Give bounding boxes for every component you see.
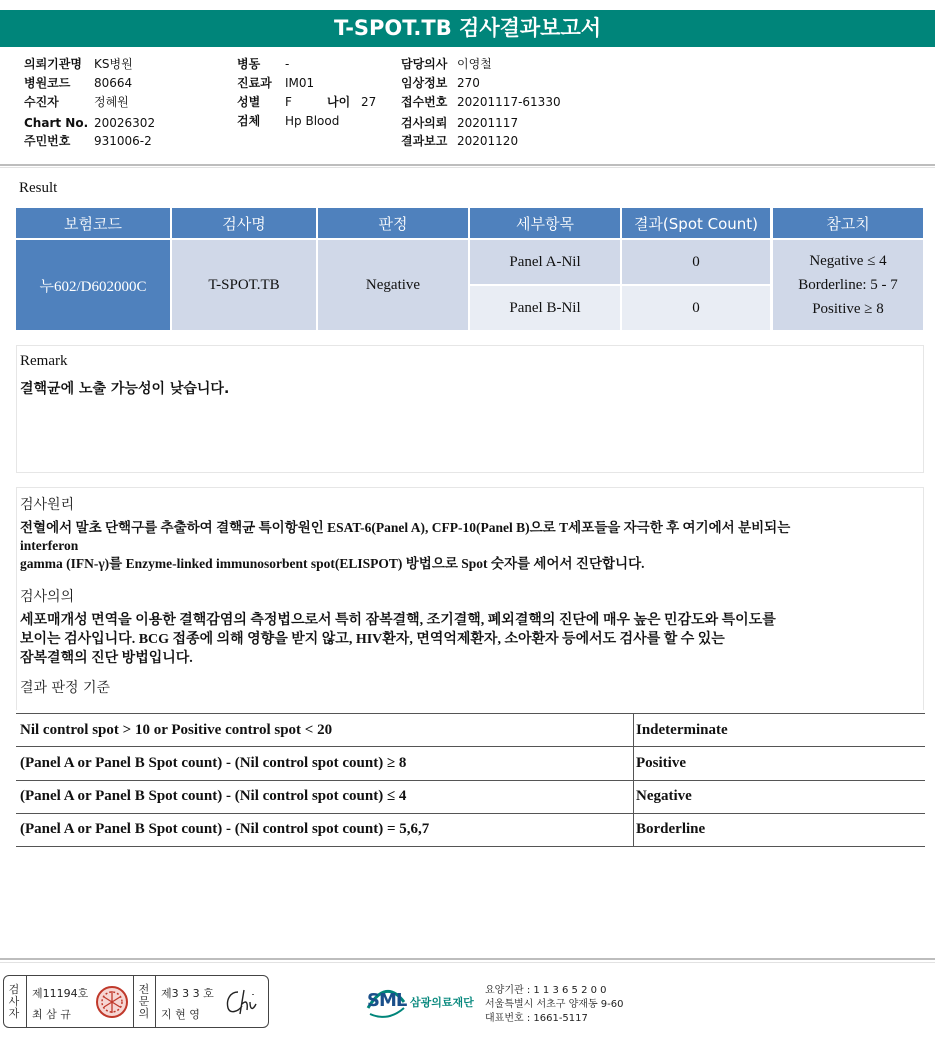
principle-line-1: 전혈에서 말초 단핵구를 추출하여 결핵균 특이항원인 ESAT-6(Panel A), CFP-10(Panel B)으로 T세포들을 자극한 후 여기에서 분비되는: [20, 520, 791, 535]
criteria-result: Borderline: [636, 821, 706, 837]
test-name-cell: T-SPOT.TB: [172, 240, 316, 330]
doctor-value: 이영철: [457, 57, 492, 71]
signature-icon: [222, 986, 264, 1018]
significance-line-1: 세포매개성 면역을 이용한 결핵감염의 측정법으로서 특히 잠복결핵, 조기결핵, 폐외결핵의 진단에 매우 높은 민감도와 특이도를: [20, 613, 776, 628]
hospital-code-value: 80664: [94, 76, 133, 90]
criteria-row: [16, 813, 925, 847]
principle-line-2: interferon: [20, 538, 79, 553]
header-test-name: 검사명: [172, 208, 316, 238]
patient-info: [0, 55, 935, 151]
report-title: T-SPOT.TB 검사결과보고서: [0, 10, 935, 47]
dept-label: 진료과: [237, 76, 272, 90]
reference-borderline: Borderline: 5 - 7: [798, 277, 898, 293]
patient-label: 수진자: [24, 95, 59, 109]
report-label: 결과보고: [401, 134, 448, 148]
ward-label: 병동: [237, 57, 261, 71]
clinical-value: 270: [457, 76, 480, 90]
hospital-code-label: 병원코드: [24, 76, 71, 90]
significance-label: 검사의의: [20, 589, 75, 605]
criteria-condition: (Panel A or Panel B Spot count) - (Nil control spot count) ≥ 8: [20, 755, 407, 771]
principle-line-3: gamma (IFN-γ)를 Enzyme-linked immunosorbent spot(ELISPOT) 방법으로 Spot 숫자를 세어서 진단합니다.: [20, 556, 645, 571]
org-code: 요양기관 : 1 1 3 6 5 2 0 0: [485, 985, 607, 996]
principle-label: 검사원리: [20, 497, 75, 513]
receipt-label: 접수번호: [401, 95, 448, 109]
criteria-result: Negative: [636, 788, 692, 804]
result-label: Result: [19, 180, 58, 196]
header-divider-shadow: [0, 167, 935, 168]
org-phone: 대표번호 : 1661-5117: [485, 1013, 588, 1024]
request-label: 검사의뢰: [401, 116, 448, 130]
resident-label: 주민번호: [24, 134, 71, 148]
significance-text: [20, 611, 925, 668]
remark-text: 결핵균에 노출 가능성이 낮습니다.: [20, 381, 230, 397]
header-insurance-code: 보험코드: [16, 208, 170, 238]
insurance-code-cell: 누602/D602000C: [16, 240, 170, 330]
resident-value: 931006-2: [94, 134, 152, 148]
criteria-row: [16, 780, 925, 814]
sex-value: F: [285, 95, 292, 109]
specialist-name: 지 현 영: [161, 1008, 200, 1021]
chart-value: 20026302: [94, 116, 156, 130]
criteria-condition: Nil control spot > 10 or Positive control spot < 20: [20, 722, 333, 738]
age-value: 27: [361, 95, 377, 109]
reference-positive: Positive ≥ 8: [812, 301, 884, 317]
age-label: 나이: [327, 95, 351, 109]
panel-b-value: 0: [622, 286, 770, 330]
institution-label: 의뢰기관명: [24, 57, 82, 71]
criteria-condition: (Panel A or Panel B Spot count) - (Nil control spot count) ≤ 4: [20, 788, 407, 804]
dept-value: IM01: [285, 76, 315, 90]
criteria-row: [16, 747, 925, 781]
sex-label: 성별: [237, 95, 261, 109]
specialist-number: 제3 3 3 호: [161, 987, 214, 1000]
header-spot-count: 결과(Spot Count): [622, 208, 770, 238]
report-value: 20201120: [457, 134, 519, 148]
examiner-title: 검사자: [8, 983, 20, 1020]
chart-label: Chart No.: [24, 116, 89, 130]
footer-divider: [0, 958, 935, 960]
sml-logo-text: SML: [367, 990, 407, 1011]
examiner-number: 제11194호: [32, 987, 89, 1000]
criteria-label: 결과 판정 기준: [20, 680, 111, 696]
clinical-label: 임상정보: [401, 76, 448, 90]
footer-divider-shadow: [0, 962, 935, 963]
criteria-result: Positive: [636, 755, 686, 771]
panel-a-value: 0: [622, 240, 770, 284]
seal-icon: [95, 985, 129, 1019]
panel-b-name: Panel B-Nil: [470, 286, 620, 330]
request-value: 20201117: [457, 116, 519, 130]
receipt-value: 20201117-61330: [457, 95, 561, 109]
examiner-name: 최 삼 규: [32, 1008, 71, 1021]
specimen-label: 검체: [237, 114, 261, 128]
signature-box: [3, 975, 269, 1028]
panel-a-name: Panel A-Nil: [470, 240, 620, 284]
header-divider: [0, 164, 935, 166]
principle-text: [20, 519, 925, 573]
criteria-row: [16, 713, 925, 747]
org-info: [485, 984, 624, 1026]
header-reference: 참고치: [773, 208, 923, 238]
result-table: [16, 208, 924, 330]
specimen-value: Hp Blood: [285, 114, 340, 128]
judgement-cell: Negative: [318, 240, 468, 330]
sml-logo: [364, 982, 480, 1022]
significance-line-2: 보이는 검사입니다. BCG 접종에 의해 영향을 받지 않고, HIV환자, 면역억제환자, 소아환자 등에서도 검사를 할 수 있는: [20, 632, 725, 647]
header-judgement: 판정: [318, 208, 468, 238]
criteria-condition: (Panel A or Panel B Spot count) - (Nil control spot count) = 5,6,7: [20, 821, 430, 837]
significance-line-3: 잠복결핵의 진단 방법입니다.: [20, 651, 193, 666]
header-detail-item: 세부항목: [470, 208, 620, 238]
org-address: 서울특별시 서초구 양재동 9-60: [485, 999, 624, 1010]
org-name: 삼광의료재단: [410, 996, 474, 1009]
remark-box: [16, 345, 924, 473]
criteria-result: Indeterminate: [636, 722, 728, 738]
reference-cell: [773, 240, 923, 330]
ward-value: -: [285, 57, 290, 71]
institution-value: KS병원: [94, 57, 133, 71]
specialist-title: 전문의: [138, 983, 150, 1020]
doctor-label: 담당의사: [401, 57, 448, 71]
reference-negative: Negative ≤ 4: [809, 253, 887, 269]
remark-label: Remark: [20, 353, 68, 369]
patient-value: 정혜원: [94, 95, 129, 109]
